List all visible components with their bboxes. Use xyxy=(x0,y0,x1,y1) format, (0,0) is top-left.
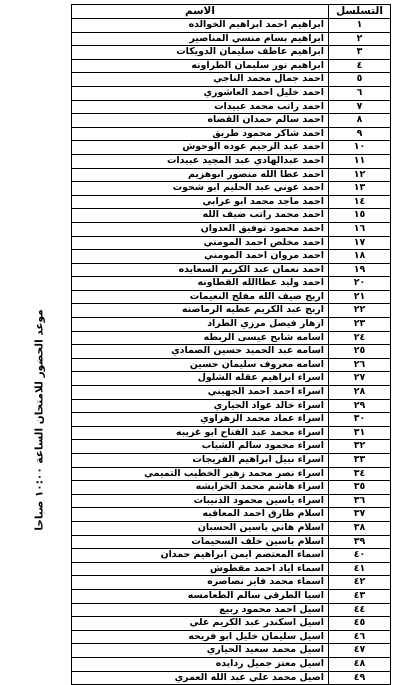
row-seq: ٣١ xyxy=(329,426,391,440)
table-row xyxy=(72,521,391,535)
row-name: اسراء نبيل ابراهيم الفريجات xyxy=(72,454,329,468)
table-row xyxy=(72,399,391,413)
row-seq: ٣٤ xyxy=(329,467,391,481)
row-seq: ١٢ xyxy=(329,168,391,182)
row-name: احمد عبدالهادي عبد المجيد عبيدات xyxy=(72,154,329,168)
row-name: احمد ماجد محمد ابو عرابي xyxy=(72,195,329,209)
table-row xyxy=(72,562,391,576)
table-row xyxy=(72,59,391,73)
row-seq: ٤٨ xyxy=(329,657,391,671)
table-row xyxy=(72,127,391,141)
row-seq: ٣٦ xyxy=(329,494,391,508)
row-name: اسماء المعتصم ايمن ابراهيم حمدان xyxy=(72,549,329,563)
row-name: اسراء ابراهيم عقله الشلول xyxy=(72,372,329,386)
table-row xyxy=(72,671,391,685)
table-row xyxy=(72,250,391,264)
row-name: اسامه شابح عيسى الربطه xyxy=(72,331,329,345)
row-seq: ٧ xyxy=(329,100,391,114)
row-name: اسماء اياد احمد مقطوش xyxy=(72,562,329,576)
row-seq: ٤٠ xyxy=(329,549,391,563)
row-name: احمد جمال محمد الناجي xyxy=(72,73,329,87)
row-name: اسيا الطرقي سالم الطعامسه xyxy=(72,589,329,603)
row-name: اسراء ياسين محمود الذنيبات xyxy=(72,494,329,508)
row-name: احمد سالم حمدان القضاه xyxy=(72,114,329,128)
table-row xyxy=(72,617,391,631)
row-seq: ٤٦ xyxy=(329,630,391,644)
row-seq: ٢٦ xyxy=(329,358,391,372)
row-seq: ٨ xyxy=(329,114,391,128)
table-row xyxy=(72,141,391,155)
row-name: احمد عطا الله منصور ابوهزيم xyxy=(72,168,329,182)
row-name: احمد محمد راتب ضيف الله xyxy=(72,209,329,223)
row-name: ابراهيم احمد ابراهيم الخوالده xyxy=(72,19,329,33)
table-row xyxy=(72,440,391,454)
row-name: اريج عبد الكريم عطيه الرماضنه xyxy=(72,304,329,318)
row-seq: ٢٤ xyxy=(329,331,391,345)
table-row xyxy=(72,32,391,46)
row-seq: ٤٢ xyxy=(329,576,391,590)
row-seq: ١٥ xyxy=(329,209,391,223)
table-header-row xyxy=(72,5,391,19)
table-row xyxy=(72,508,391,522)
table-row xyxy=(72,644,391,658)
row-name: ابراهيم نور سليمان الطراونه xyxy=(72,59,329,73)
row-seq: ١١ xyxy=(329,154,391,168)
row-name: اسيل سليمان خليل ابو فريحه xyxy=(72,630,329,644)
table-row xyxy=(72,277,391,291)
row-name: اسامه عبد الحميد حسين الصمادي xyxy=(72,345,329,359)
table-row xyxy=(72,454,391,468)
row-seq: ٢٢ xyxy=(329,304,391,318)
row-name: ابراهيم بسام منسي المناصير xyxy=(72,32,329,46)
table-row xyxy=(72,195,391,209)
exam-time-note xyxy=(20,270,60,570)
row-name: اصيل محمد علي عبد الله العمري xyxy=(72,671,329,685)
row-seq: ١٣ xyxy=(329,182,391,196)
students-table xyxy=(71,4,391,685)
table-row xyxy=(72,413,391,427)
row-seq: ١ xyxy=(329,19,391,33)
row-name: ازهار فيصل مرزي الطراد xyxy=(72,318,329,332)
table-row xyxy=(72,589,391,603)
row-name: احمد شاكر محمود طريق xyxy=(72,127,329,141)
table-row xyxy=(72,345,391,359)
row-name: اسلام هاني ياسين الحسبان xyxy=(72,521,329,535)
table-body xyxy=(72,19,391,685)
table-row xyxy=(72,372,391,386)
row-name: اسيل محمد سعيد الحياري xyxy=(72,644,329,658)
table-row xyxy=(72,168,391,182)
table-row xyxy=(72,209,391,223)
row-name: اسماء محمد فايز نصاصره xyxy=(72,576,329,590)
row-seq: ٤١ xyxy=(329,562,391,576)
row-name: احمد محمود توفيق العدوان xyxy=(72,222,329,236)
table-row xyxy=(72,331,391,345)
row-seq: ٣٣ xyxy=(329,454,391,468)
row-name: اسراء محمد عبد الفتاح ابو غريبه xyxy=(72,426,329,440)
table-row xyxy=(72,467,391,481)
table-row xyxy=(72,494,391,508)
row-name: احمد راتب محمد عبيدات xyxy=(72,100,329,114)
row-seq: ٤٥ xyxy=(329,617,391,631)
table-row xyxy=(72,73,391,87)
row-name: احمد عبد الرحيم عوده الوحوش xyxy=(72,141,329,155)
table-row xyxy=(72,318,391,332)
row-seq: ٦ xyxy=(329,86,391,100)
row-name: اريج ضيف الله مفلح النعيمات xyxy=(72,290,329,304)
row-name: احمد عوني عبد الحليم ابو شحوت xyxy=(72,182,329,196)
table-row xyxy=(72,86,391,100)
row-seq: ٢١ xyxy=(329,290,391,304)
row-seq: ٥ xyxy=(329,73,391,87)
row-seq: ١٦ xyxy=(329,222,391,236)
row-seq: ٤٧ xyxy=(329,644,391,658)
row-seq: ٣٩ xyxy=(329,535,391,549)
row-seq: ٢٠ xyxy=(329,277,391,291)
row-seq: ٤٤ xyxy=(329,603,391,617)
table-row xyxy=(72,290,391,304)
table-row xyxy=(72,304,391,318)
table-row xyxy=(72,481,391,495)
row-name: احمد وليد عطاالله القطاونه xyxy=(72,277,329,291)
row-name: اسيل احمد محمود ربيع xyxy=(72,603,329,617)
row-seq: ٣٥ xyxy=(329,481,391,495)
table-row xyxy=(72,535,391,549)
row-seq: ٤ xyxy=(329,59,391,73)
row-name: احمد مروان احمد المومني xyxy=(72,250,329,264)
row-seq: ١٩ xyxy=(329,263,391,277)
row-seq: ٣٧ xyxy=(329,508,391,522)
row-seq: ٤٩ xyxy=(329,671,391,685)
row-seq: ٩ xyxy=(329,127,391,141)
row-name: اسيل معتز جميل ردايده xyxy=(72,657,329,671)
row-name: اسراء احمد احمد الجهيني xyxy=(72,386,329,400)
row-seq: ٣٢ xyxy=(329,440,391,454)
exam-time-note-text: موعد الحضور للامتحان الساعة ١٠:٠٠ صباحا xyxy=(34,309,46,531)
header-seq: التسلسل xyxy=(329,5,391,19)
row-seq: ٢٥ xyxy=(329,345,391,359)
row-seq: ٣٠ xyxy=(329,413,391,427)
table-row xyxy=(72,358,391,372)
row-name: احمد نعمان عبد الكريم السعايده xyxy=(72,263,329,277)
table-row xyxy=(72,426,391,440)
table-row xyxy=(72,114,391,128)
table-row xyxy=(72,236,391,250)
row-seq: ١٤ xyxy=(329,195,391,209)
row-seq: ٢٧ xyxy=(329,372,391,386)
row-seq: ١٧ xyxy=(329,236,391,250)
table-row xyxy=(72,630,391,644)
row-name: اسامه معروف سليمان حسين xyxy=(72,358,329,372)
row-seq: ١٠ xyxy=(329,141,391,155)
row-seq: ٢٨ xyxy=(329,386,391,400)
row-seq: ٢٩ xyxy=(329,399,391,413)
row-seq: ٢٣ xyxy=(329,318,391,332)
table-row xyxy=(72,182,391,196)
table-row xyxy=(72,100,391,114)
table-row xyxy=(72,576,391,590)
row-name: ابراهيم عاطف سليمان الدويكات xyxy=(72,46,329,60)
row-name: اسلام طارق احمد المعاقبه xyxy=(72,508,329,522)
row-seq: ٤٣ xyxy=(329,589,391,603)
row-name: اسيل اسكندر عبد الكريم علي xyxy=(72,617,329,631)
row-name: اسلام ياسين خلف السحيمات xyxy=(72,535,329,549)
row-seq: ٣٨ xyxy=(329,521,391,535)
row-name: اسراء هاشم محمد الخرابشه xyxy=(72,481,329,495)
row-seq: ١٨ xyxy=(329,250,391,264)
row-name: احمد خليل احمد العاشوري xyxy=(72,86,329,100)
row-name: اسراء محمود سالم الشياب xyxy=(72,440,329,454)
table-row xyxy=(72,657,391,671)
table-row xyxy=(72,46,391,60)
row-name: اسراء خالد عواد الحياري xyxy=(72,399,329,413)
header-name: الاسم xyxy=(72,5,329,19)
table-row xyxy=(72,154,391,168)
row-name: اسراء نصر محمد زهير الخطيب التميمي xyxy=(72,467,329,481)
table-row xyxy=(72,263,391,277)
row-name: اسراء عماد محمد الزهراوي xyxy=(72,413,329,427)
table-row xyxy=(72,386,391,400)
row-seq: ٢ xyxy=(329,32,391,46)
table-row xyxy=(72,549,391,563)
table-row xyxy=(72,222,391,236)
table-row xyxy=(72,19,391,33)
row-name: احمد مخلص احمد المومني xyxy=(72,236,329,250)
table-row xyxy=(72,603,391,617)
row-seq: ٣ xyxy=(329,46,391,60)
